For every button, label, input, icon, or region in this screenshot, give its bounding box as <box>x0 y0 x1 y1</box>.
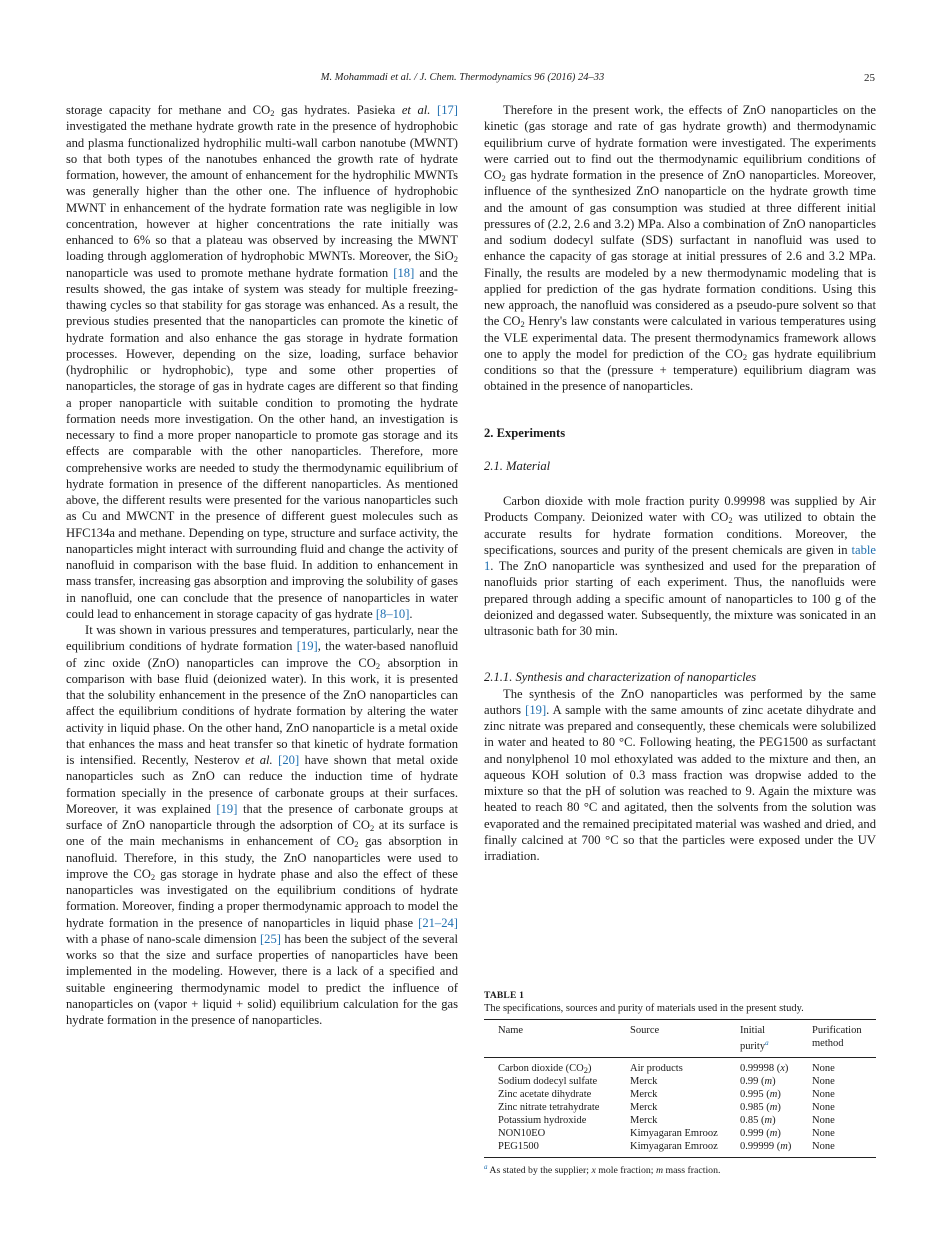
left-column <box>66 102 458 1028</box>
table-row: NON10EO Kimyagaran Emrooz 0.999 (m) None <box>498 1128 835 1139</box>
section-heading: 2. Experiments <box>484 425 566 440</box>
table-row: Zinc nitrate tetrahydrate Merck 0.985 (m) None <box>498 1102 835 1113</box>
citation-link[interactable]: [18] <box>393 265 415 280</box>
table-row: PEG1500 Kimyagaran Emrooz 0.99999 (m) None <box>498 1141 835 1152</box>
table-link[interactable]: table 1 <box>484 542 876 573</box>
spacer <box>484 474 876 493</box>
col-header-name: Name <box>498 1025 524 1036</box>
spacer <box>484 639 876 666</box>
col-header-method: Purification method <box>812 1025 862 1049</box>
table-caption: The specifications, sources and purity of materials used in the present study. <box>484 1003 804 1014</box>
citation-link[interactable]: [8–10] <box>375 606 410 621</box>
citation-link[interactable]: [21–24] <box>418 915 458 930</box>
running-title: M. Mohammadi et al. / J. Chem. Thermodynamics 96 (2016) 24–33 <box>320 72 605 83</box>
citation-link[interactable]: [25] <box>259 931 281 946</box>
page-header <box>0 72 925 88</box>
table-row: Zinc acetate dihydrate Merck 0.995 (m) None <box>498 1089 835 1100</box>
paragraph: storage capacity for methane and $CO_2$ gas hydrates. Pasieka et al. [17] investigated the methane hydrate growth rate in the presence of hydrophobic and plasma functionalized hydrophilic multi-wall carbon nanotube (MWNT) so that both types of the nanotubes enhanced the growth rate of hydrate formation, however, the amount of enhancement for the hydrophilic MWNTs was generally higher than the other one. The influence of hydrophobic MWNT in enhancement of the hydrate formation rate was negligible in low concentration, however at higher concentrations the rate initially was enhanced to 6% so that a plateau was observed by increasing the MWNT loading through agglomeration of hydrophobic MWNTs. Moreover, the SiO$_2$ nanoparticle was used to promote methane hydrate formation [18] and the results showed, the gas intake of system was steady for multiple freezing-thawing cycles so that stability for gas storage was enhanced. As a result, the previous studies presented that the nanoparticles can promote the kinetic of hydrate formation and also enhance the gas storage in hydrate formation processes. However, depending on the size, loading, surface behavior (hydrophilic or hydrophobic), type and some other properties of nanoparticles, the storage of gas in hydrate cages are different so that finding a proper nanoparticle with suitable condition to promoting the hydrate formation needs more investigation. On the other hand, an investigation is necessary to find a more proper nanoparticle to promote gas storage and its effects are comparable with the other nanoparticles. Therefore, more comprehensive works are needed to study the thermodynamic equilibrium of hydrate formation in presence of the different nanoparticles. As mentioned above, the different results were presented for the various nanoparticles such as Cu and MWCNT in the presence of different guest molecules such as HFC134a and methane. Depending on type, structure and surface activity, the nanoparticles might interact with surrounding fluid and change the activity of nanofluid in comparison with the base fluid. In addition to enhancement in mass transfer, increasing gas absorption and improving the solubility of gases in nanofluid, one can conclude that the presence of nanoparticles in water could lead to enhancement in storage capacity of gas hydrate [8–10]. <box>66 103 458 621</box>
citation-link[interactable]: [19] <box>216 801 238 816</box>
subsubsection-heading: 2.1.1. Synthesis and characterization of nanoparticles <box>484 670 757 685</box>
materials-table <box>484 1019 876 1158</box>
citation-link[interactable]: [20] <box>278 753 300 767</box>
col-header-source: Source <box>630 1025 660 1036</box>
table-footnote: $^a$ As stated by the supplier; x mole fraction; m mass fraction. <box>484 1163 721 1176</box>
paragraph: Carbon dioxide with mole fraction purity 0.99998 was supplied by Air Products Company. Deionized water with $CO_2$ was utilized to obtain the accurate results for hydrate formation conditions. Moreover, the specifications, sources and purity of the present chemicals are given in table 1. The ZnO nanoparticle was synthesized and used for the preparation of nanofluids prior starting of each experiment. Thus, the nanofluids were prepared through adding a specific amount of nanoparticles to 100 g of the deionized and degassed water. Subsequently, the mixture was sonicated in an ultrasonic bath for 30 min. <box>484 494 876 638</box>
citation-link[interactable]: [19] <box>525 702 547 717</box>
paragraph: The synthesis of the ZnO nanoparticles was performed by the same authors [19]. A sample with the same amounts of zinc acetate dihydrate and zinc nitrate was prepared and consequently, these chemicals were solubilized in water and heated to 80 °C. Following heating, the PEG1500 as surfactant and nonylphenol 10 mol ethoxylated was added to the mixture and then, an aqueous KOH solution of 0.3 mass fraction was dropwise added to the mixture so that the pH of solution was reached to 9. Again the mixture was heated to reach 80 °C and agitated, then the solvents from the solution was evaporated and the remained precipitated material was washed and dried, and finally calcined at 700 °C so that the particles were exposed under the UV irradiation. <box>484 686 876 863</box>
footnote-marker[interactable]: a <box>765 1039 769 1047</box>
paragraph: Therefore in the present work, the effects of ZnO nanoparticles on the kinetic (gas storage and rate of gas hydrate growth) and thermodynamic equilibrium curve of hydrate formation were investigated. The experiments were carried out to find out the thermodynamic equilibrium conditions of $CO_2$ gas hydrate formation in the presence of ZnO nanoparticles. Moreover, influence of the synthesized ZnO nanoparticle on the hydrate growth time and the amount of gas consumption was studied at three different initial pressures of (2.2, 2.6 and 3.2) MPa. Also a combination of ZnO nanoparticles and sodium dodecyl sulfate (SDS) surfactant in nanofluid was used to enhance the capacity of gas storage at initial pressures of 2.6 and 3.2 MPa. Finally, the results are modeled by a new thermodynamic modeling that is applied for prediction of the gas hydrate formation conditions. Using this new approach, the nanofluid was considered as a pseudo-pure solvent so that the $CO_2$ Henry's law constants were calculated in various temperatures using the VLE experimental data. The present thermodynamics framework allows one to apply the model for prediction of the $CO_2$ gas hydrate equilibrium conditions so that the (pressure + temperature) equilibrium diagram was obtained in the presence of nanoparticles. <box>484 103 877 394</box>
table-1 <box>484 991 876 1176</box>
right-column <box>484 102 876 864</box>
paragraph: It was shown in various pressures and temperatures, particularly, near the equilibrium conditions of hydrate formation [19], the water-based nanofluid of zinc oxide (ZnO) nanoparticles can improve the $CO_2$ absorption in comparison with base fluid (deionized water). In this work, it is presented that the solubility enhancement in the presence of the ZnO nanoparticles can affect the equilibrium conditions of hydrate formation by altering the water activity in liquid phase. On the other hand, ZnO nanoparticle is a metal oxide that enhances the mass and heat transfer so that kinetic of hydrate formation is intensified. Recently, Nesterov et al. [20] have shown that metal oxide nanoparticles such as ZnO can reduce the induction time of hydrate formation specially in the presence of carbonate groups at their surfaces. Moreover, it was explained [19] that the presence of carbonate groups at surface of ZnO nanoparticle through the adsorption of $CO_2$ at its surface is one of the main mechanisms in enhancement of $CO_2$ gas absorption in nanofluid. Therefore, in this study, the ZnO nanoparticles were used to improve the $CO_2$ gas storage in hydrate phase and also the effect of these nanoparticles was investigated on the equilibrium conditions of hydrate formation. Moreover, finding a proper thermodynamic approach to model the hydrate formation in the presence of nanoparticles in liquid phase [21–24] with a phase of nano-scale dimension [25] has been the subject of the several works so that the size and surface properties of nanoparticles have been implemented in the modeling. However, there is a lack of a specified and suitable engineering thermodynamic model to predict the influence of nanoparticles on (vapor + liquid + solid) equilibrium calculation for the gas hydrate formation in the presence of nanoparticles. <box>66 623 458 1027</box>
subsection-heading: 2.1. Material <box>484 458 551 473</box>
citation-link[interactable]: [17] <box>437 103 458 117</box>
citation-link[interactable]: [19] <box>296 639 318 654</box>
col-header-purity: Initial purity$^a$ <box>740 1025 769 1052</box>
table-header-row <box>484 1020 876 1058</box>
table-row: Potassium hydroxide Merck 0.85 (m) None <box>498 1115 835 1126</box>
page-number: 25 <box>864 72 875 84</box>
table-row: Carbon dioxide $(CO_2)$ Air products 0.99998 (x) None <box>498 1063 835 1075</box>
table-row: Sodium dodecyl sulfate Merck 0.99 (m) None <box>498 1076 835 1087</box>
table-label: TABLE 1 <box>484 991 525 1001</box>
